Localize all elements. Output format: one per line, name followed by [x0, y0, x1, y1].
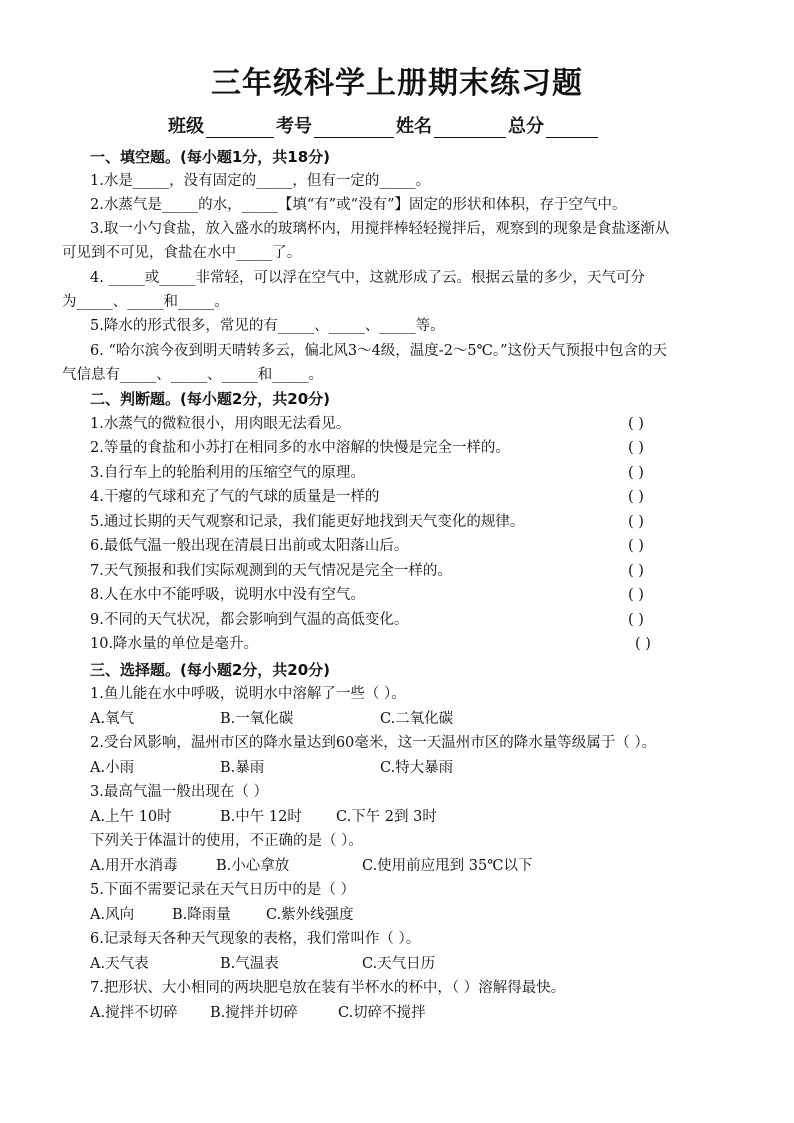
- answer-paren[interactable]: ( ): [628, 538, 644, 554]
- option-a[interactable]: A.搅拌不切碎: [90, 1005, 178, 1021]
- option-a[interactable]: A.风向: [90, 907, 135, 923]
- options-row: [90, 1001, 590, 1025]
- answer-paren[interactable]: ( ): [628, 465, 644, 481]
- answer-paren[interactable]: ( ): [628, 514, 644, 530]
- answer-paren[interactable]: ( ): [628, 563, 644, 579]
- name-blank[interactable]: [434, 119, 506, 138]
- options-row: [90, 903, 590, 927]
- option-a[interactable]: A.用开水消毒: [90, 858, 178, 874]
- statement-text: 10.降水量的单位是毫升。: [90, 636, 259, 652]
- question-text: 可见到不可见，食盐在水中_____了。: [62, 245, 302, 261]
- option-b[interactable]: B.小心拿放: [216, 858, 290, 874]
- page-title: 三年级科学上册期末练习题: [211, 66, 583, 101]
- class-label: 班级: [168, 116, 204, 137]
- option-a[interactable]: A.小雨: [90, 760, 135, 776]
- list-item: [90, 608, 690, 632]
- options-row: [90, 952, 590, 976]
- score-label: 总分: [508, 116, 544, 137]
- statement-text: 7.天气预报和我们实际观测到的天气情况是完全一样的。: [90, 563, 452, 579]
- option-c[interactable]: C.天气日历: [362, 956, 436, 972]
- option-c[interactable]: C.使用前应甩到 35℃以下: [362, 858, 533, 874]
- option-c[interactable]: C.下午 2到 3时: [336, 809, 437, 825]
- answer-paren[interactable]: ( ): [628, 440, 644, 456]
- question-stem: 6.记录每天各种天气现象的表格，我们常叫作（ ）。: [90, 931, 421, 947]
- statement-text: 2.等量的食盐和小苏打在相同多的水中溶解的快慢是完全一样的。: [90, 440, 510, 456]
- list-item: [90, 583, 690, 607]
- list-item: [90, 632, 690, 656]
- score-blank[interactable]: [546, 119, 598, 138]
- statement-text: 9.不同的天气状况，都会影响到气温的高低变化。: [90, 612, 409, 628]
- option-a[interactable]: A.天气表: [90, 956, 149, 972]
- list-item: [90, 412, 690, 436]
- list-item: [90, 534, 690, 558]
- name-label: 姓名: [396, 116, 432, 137]
- list-item: [90, 436, 690, 460]
- section-heading-fill-in: 一、填空题。(每小题1分，共18分): [90, 148, 331, 166]
- question-text: 为_____、_____和_____。: [62, 294, 229, 310]
- question-stem: 3.最高气温一般出现在（ ）: [90, 784, 268, 800]
- list-item: [90, 559, 690, 583]
- statement-text: 8.人在水中不能呼吸，说明水中没有空气。: [90, 587, 365, 603]
- question-stem: 2.受台风影响，温州市区的降水量达到60毫米，这一天温州市区的降水量等级属于（ ）。: [90, 735, 657, 751]
- options-row: [90, 756, 590, 780]
- option-c[interactable]: C.紫外线强度: [266, 907, 354, 923]
- statement-text: 5.通过长期的天气观察和记录，我们能更好地找到天气变化的规律。: [90, 514, 525, 530]
- question-text: 气信息有_____、_____、_____和_____。: [62, 367, 323, 383]
- list-item: [90, 461, 690, 485]
- statement-text: 1.水蒸气的微粒很小，用肉眼无法看见。: [90, 416, 351, 432]
- answer-paren[interactable]: ( ): [628, 612, 644, 628]
- question-text: 1.水是_____，没有固定的_____，但有一定的_____。: [90, 173, 431, 189]
- option-a[interactable]: A.上午 10时: [90, 809, 172, 825]
- question-stem: 下列关于体温计的使用，不正确的是（ ）。: [90, 833, 363, 849]
- student-info-header: [168, 112, 600, 138]
- option-b[interactable]: B.一氧化碳: [220, 711, 294, 727]
- statement-text: 4.干瘪的气球和充了气的气球的质量是一样的: [90, 489, 380, 505]
- question-stem: 7.把形状、大小相同的两块肥皂放在装有半杯水的杯中，（ ）溶解得最快。: [90, 980, 566, 996]
- option-b[interactable]: B.中午 12时: [220, 809, 302, 825]
- option-c[interactable]: C.特大暴雨: [380, 760, 454, 776]
- options-row: [90, 854, 590, 878]
- option-b[interactable]: B.暴雨: [220, 760, 265, 776]
- question-text: 6. “哈尔滨今夜到明天晴转多云，偏北风3～4级，温度-2～5℃。”这份天气预报中包含的天: [90, 343, 668, 359]
- section-heading-true-false: 二、判断题。(每小题2分，共20分): [90, 390, 331, 408]
- question-text: 5.降水的形式很多，常见的有_____、_____、_____等。: [90, 318, 445, 334]
- section-heading-multiple-choice: 三、选择题。(每小题2分，共20分): [90, 661, 331, 679]
- question-stem: 1.鱼儿能在水中呼吸，说明水中溶解了一些（ ）。: [90, 686, 406, 702]
- options-row: [90, 707, 590, 731]
- exam-no-blank[interactable]: [314, 119, 394, 138]
- statement-text: 6.最低气温一般出现在清晨日出前或太阳落山后。: [90, 538, 409, 554]
- answer-paren[interactable]: ( ): [628, 489, 644, 505]
- statement-text: 3.自行车上的轮胎利用的压缩空气的原理。: [90, 465, 365, 481]
- question-text: 2.水蒸气是_____的水，_____【填“有”或“没有”】固定的形状和体积，存于空气中。: [90, 197, 627, 213]
- option-c[interactable]: C.切碎不搅拌: [338, 1005, 426, 1021]
- option-b[interactable]: B.降雨量: [172, 907, 231, 923]
- option-b[interactable]: B.搅拌并切碎: [210, 1005, 298, 1021]
- option-c[interactable]: C.二氧化碳: [380, 711, 454, 727]
- question-stem: 5.下面不需要记录在天气日历中的是（ ）: [90, 882, 355, 898]
- class-blank[interactable]: [206, 119, 274, 138]
- options-row: [90, 805, 590, 829]
- answer-paren[interactable]: ( ): [628, 416, 644, 432]
- option-a[interactable]: A.氧气: [90, 711, 135, 727]
- question-text: 4. _____或_____非常轻，可以浮在空气中，这就形成了云。根据云量的多少，天气可分: [90, 270, 645, 286]
- question-text: 3.取一小勺食盐，放入盛水的玻璃杯内，用搅拌棒轻轻搅拌后，观察到的现象是食盐逐渐从: [90, 221, 670, 237]
- answer-paren[interactable]: ( ): [628, 587, 644, 603]
- answer-paren[interactable]: ( ): [635, 636, 651, 652]
- list-item: [90, 485, 690, 509]
- list-item: [90, 510, 690, 534]
- option-b[interactable]: B.气温表: [220, 956, 279, 972]
- exam-no-label: 考号: [276, 116, 312, 137]
